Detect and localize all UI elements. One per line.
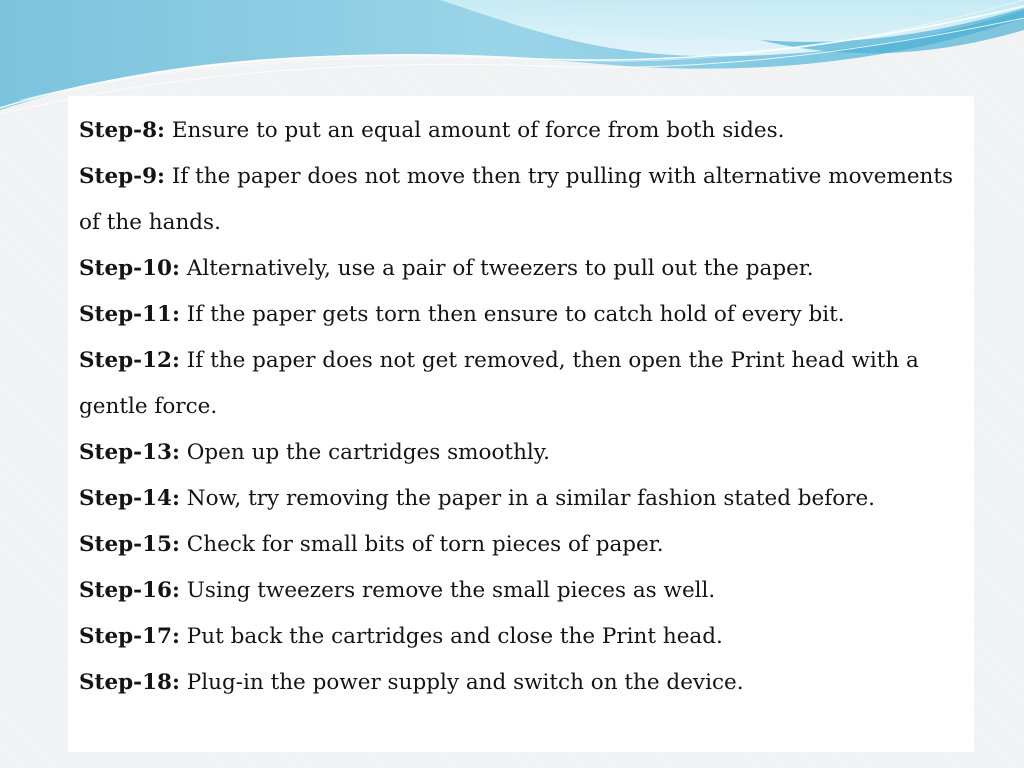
step-label: Step-11: — [79, 302, 180, 327]
step-text: Check for small bits of torn pieces of paper. — [186, 532, 664, 557]
step-item — [79, 476, 964, 522]
step-label: Step-14: — [79, 486, 180, 511]
step-text: If the paper does not get removed, then open the Print head with a gentle force. — [79, 348, 919, 419]
step-text: Plug-in the power supply and switch on the device. — [186, 670, 744, 695]
step-item — [79, 292, 964, 338]
steps-list — [79, 108, 964, 706]
step-label: Step-15: — [79, 532, 180, 557]
step-item — [79, 246, 964, 292]
step-text: Now, try removing the paper in a similar fashion stated before. — [186, 486, 876, 511]
step-text: Using tweezers remove the small pieces as well. — [186, 578, 716, 603]
step-item — [79, 568, 964, 614]
step-item — [79, 154, 964, 246]
step-text: If the paper does not move then try pulling with alternative movements of the hands. — [79, 164, 954, 235]
step-label: Step-12: — [79, 348, 180, 373]
step-text: If the paper gets torn then ensure to catch hold of every bit. — [186, 302, 845, 327]
step-label: Step-18: — [79, 670, 180, 695]
step-label: Step-8: — [79, 118, 165, 143]
step-label: Step-13: — [79, 440, 180, 465]
step-item — [79, 522, 964, 568]
step-label: Step-10: — [79, 256, 180, 281]
step-text: Open up the cartridges smoothly. — [186, 440, 550, 465]
step-item — [79, 338, 964, 430]
step-text: Ensure to put an equal amount of force from both sides. — [171, 118, 785, 143]
step-label: Step-17: — [79, 624, 180, 649]
step-item — [79, 660, 964, 706]
step-label: Step-16: — [79, 578, 180, 603]
step-text: Put back the cartridges and close the Print head. — [186, 624, 723, 649]
step-label: Step-9: — [79, 164, 165, 189]
step-item — [79, 108, 964, 154]
step-item — [79, 614, 964, 660]
step-text: Alternatively, use a pair of tweezers to pull out the paper. — [186, 256, 814, 281]
step-item — [79, 430, 964, 476]
